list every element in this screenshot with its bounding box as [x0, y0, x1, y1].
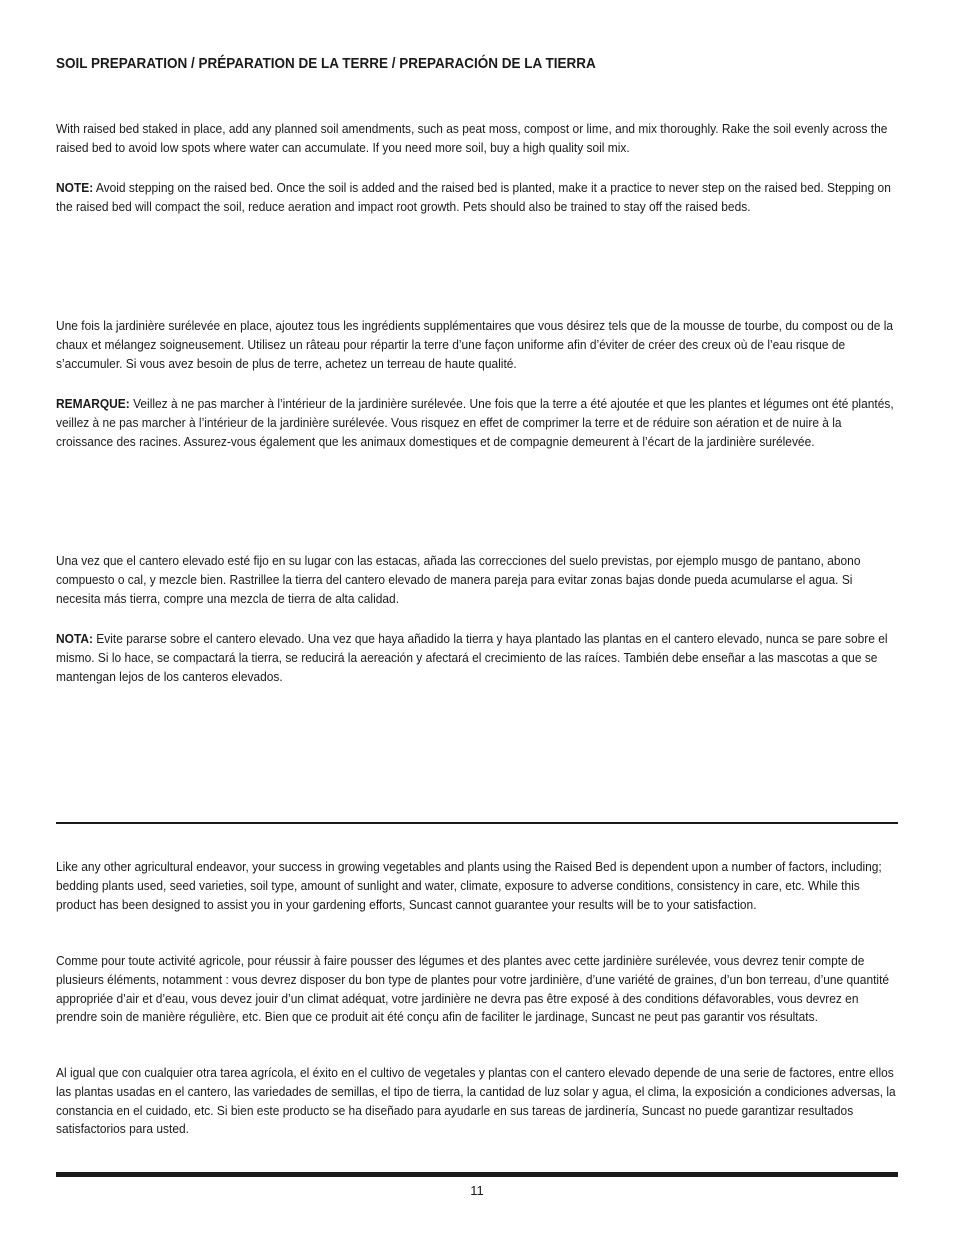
- spanish-note-label: NOTA:: [56, 631, 93, 646]
- english-note-text: Avoid stepping on the raised bed. Once the soil is added and the raised bed is planted, make it a practice to never step on the raised bed. Stepping on the raised bed will compact the soil, reduce aeration and impact root growth. Pets should also be trained to stay off the raised beds.: [56, 180, 891, 214]
- french-note: [56, 395, 898, 451]
- french-body: Une fois la jardinière surélevée en place, ajoutez tous les ingrédients supplémentaires que vous désirez tels que de la mousse de tourbe, du compost ou de la chaux et mélangez soigneusement. Utilisez un râteau pour répartir la terre d’une façon uniforme afin d’éviter de créer des creux où de l’eau risque de s’accumuler. Si vous avez besoin de plus de terre, achetez un terreau de haute qualité.: [56, 318, 894, 371]
- spanish-note-text: Evite pararse sobre el cantero elevado. Una vez que haya añadido la tierra y haya plantado las plantas en el cantero elevado, nunca se pare sobre el mismo. Si lo hace, se compactará la tierra, se reducirá la aereación y afectará el crecimiento de las raíces. También debe enseñar a las mascotas a que se mantengan lejos de los canteros elevados.: [56, 631, 888, 684]
- english-note-label: NOTE:: [56, 180, 94, 195]
- page-number: 11: [470, 1183, 484, 1198]
- english-body: With raised bed staked in place, add any planned soil amendments, such as peat moss, compost or lime, and mix thoroughly. Rake the soil evenly across the raised bed to avoid low spots where water can accumulate. If you need more soil, buy a high quality soil mix.: [56, 121, 888, 155]
- french-note-label: REMARQUE:: [56, 396, 130, 411]
- disclaimer-spanish: Al igual que con cualquier otra tarea agrícola, el éxito en el cultivo de vegetales y plantas con el cantero elevado depende de una serie de factores, entre ellos las plantas usadas en el cantero, las variedades de semillas, el tipo de tierra, la cantidad de luz solar y agua, el clima, la exposición a condiciones adversas, la constancia en el cuidado, etc. Si bien este producto se ha diseñado para ayudarle en sus tareas de jardinería, Suncast no puede garantizar resultados satisfactorios para usted.: [56, 1065, 896, 1137]
- disclaimer-english: Like any other agricultural endeavor, your success in growing vegetables and plants using the Raised Bed is dependent upon a number of factors, including; bedding plants used, seed varieties, soil type, amount of sunlight and water, climate, exposure to adverse conditions, consistency in care, etc. While this product has been designed to assist you in your gardening efforts, Suncast cannot guarantee your results will be to your satisfaction.: [56, 859, 882, 912]
- section-divider: [56, 822, 898, 824]
- page-title: SOIL PREPARATION / PRÉPARATION DE LA TERRE / PREPARACIÓN DE LA TIERRA: [56, 55, 596, 72]
- spanish-body: Una vez que el cantero elevado esté fijo en su lugar con las estacas, añada las correcciones del suelo previstas, por ejemplo musgo de pantano, abono compuesto o cal, y mezcle bien. Rastrillee la tierra del cantero elevado de manera pareja para evitar zonas bajas donde pueda acumularse el agua. Si necesita más tierra, compre una mezcla de tierra de alta calidad.: [56, 553, 861, 606]
- english-note: [56, 179, 898, 217]
- french-note-text: Veillez à ne pas marcher à l’intérieur de la jardinière surélevée. Une fois que la terre a été ajoutée et que les plantes et légumes ont été plantés, veillez à ne pas marcher à l’intérieur de la jardinière surélevée. Vous risquez en effet de comprimer la terre et de réduire son aération et de nuire à la croissance des racines. Assurez-vous également que les animaux domestiques et de compagnie demeurent à l’écart de la jardinière surélevée.: [56, 396, 894, 449]
- disclaimer-french: Comme pour toute activité agricole, pour réussir à faire pousser des légumes et des plantes avec cette jardinière surélevée, vous devrez tenir compte de plusieurs éléments, notamment : vous devrez disposer du bon type de plantes pour votre jardinière, d’une variété de graines, d’un bon terreau, d’une quantité appropriée d’air et d’eau, vous devez jouir d’un climat adéquat, votre jardinière ne devra pas être exposé à des conditions défavorables, vous devrez en prendre soin de manière régulière, etc. Bien que ce produit ait été conçu afin de faciliter le jardinage, Suncast ne peut pas garantir vos résultats.: [56, 953, 890, 1025]
- footer-rule: [56, 1172, 898, 1177]
- spanish-note: [56, 630, 898, 686]
